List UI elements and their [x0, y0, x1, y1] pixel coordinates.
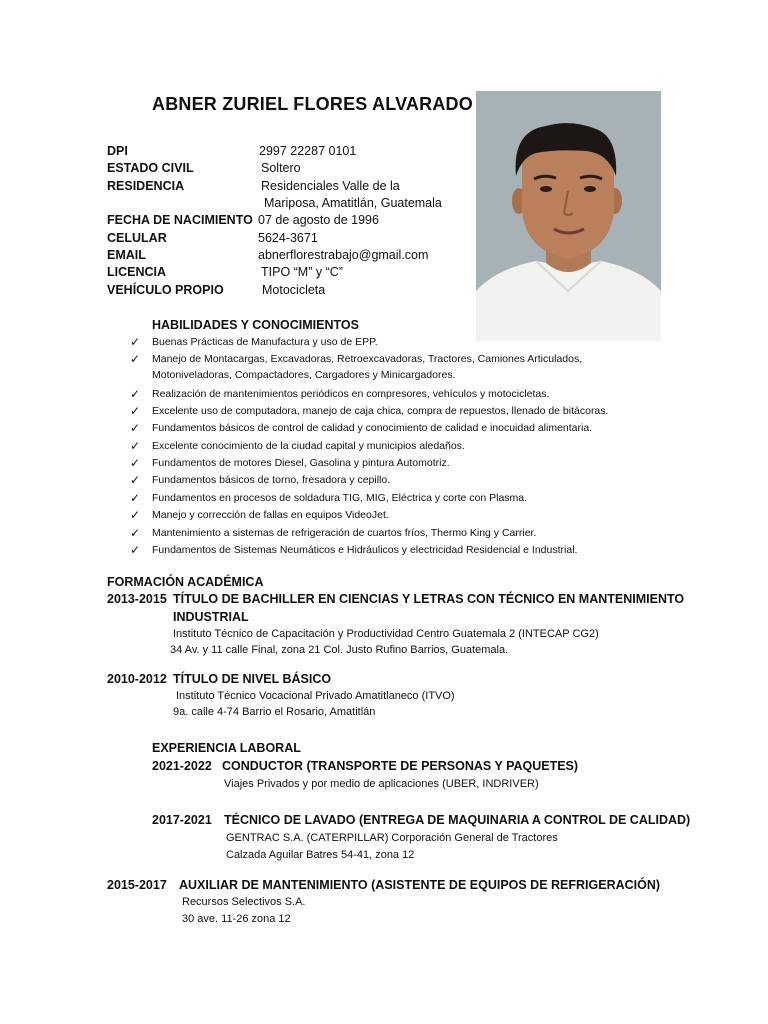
skill-item: Fundamentos básicos de torno, fresadora y cepillo. [152, 474, 391, 486]
value-estado-civil: Soltero [261, 161, 301, 175]
value-email: abnerflorestrabajo@gmail.com [258, 248, 429, 262]
education-degree-line2: INDUSTRIAL [173, 610, 249, 624]
job-years: 2017-2021 [152, 813, 212, 827]
skill-item: Excelente conocimiento de la ciudad capital y municipios aledaños. [152, 440, 465, 452]
job-title: TÉCNICO DE LAVADO (ENTREGA DE MAQUINARIA A CONTROL DE CALIDAD) [224, 813, 691, 827]
value-fecha-nacimiento: 07 de agosto de 1996 [258, 213, 379, 227]
education-institution: Instituto Técnico Vocacional Privado Amatitlaneco (ITVO) [176, 690, 455, 702]
value-dpi: 2997 22287 0101 [259, 144, 357, 158]
label-celular: CELULAR [107, 231, 167, 245]
education-address: 9a. calle 4-74 Barrio el Rosario, Amatitlán [173, 706, 376, 718]
education-title: FORMACIÓN ACADÉMICA [107, 575, 264, 589]
label-residencia: RESIDENCIA [107, 179, 185, 193]
skill-item: Manejo de Montacargas, Excavadoras, Retroexcavadoras, Tractores, Camiones Articulados, [152, 353, 583, 365]
label-vehiculo: VEHÍCULO PROPIO [107, 283, 224, 297]
skill-item: Fundamentos de motores Diesel, Gasolina y pintura Automotriz. [152, 457, 450, 469]
candidate-name: ABNER ZURIEL FLORES ALVARADO [152, 94, 473, 114]
value-residencia-line2: Mariposa, Amatitlán, Guatemala [264, 196, 442, 210]
job-detail-line2: Calzada Aguilar Batres 54-41, zona 12 [226, 849, 415, 861]
check-icon: ✓ [130, 335, 141, 349]
check-icon: ✓ [130, 456, 141, 470]
check-icon: ✓ [130, 352, 141, 366]
skill-item: Excelente uso de computadora, manejo de caja chica, compra de repuestos, llenado de bitácoras. [152, 405, 609, 417]
check-icon: ✓ [130, 473, 141, 487]
label-estado-civil: ESTADO CIVIL [107, 161, 194, 175]
skill-item: Fundamentos en procesos de soldadura TIG, MIG, Eléctrica y corte con Plasma. [152, 492, 528, 504]
job-years: 2021-2022 [152, 759, 212, 773]
education-address: 34 Av. y 11 calle Final, zona 21 Col. Justo Rufino Barrios, Guatemala. [170, 644, 509, 656]
education-degree: TÍTULO DE BACHILLER EN CIENCIAS Y LETRAS CON TÉCNICO EN MANTENIMIENTO [173, 592, 685, 606]
skill-item: Manejo y corrección de fallas en equipos VideoJet. [152, 509, 389, 521]
skill-item: Mantenimiento a sistemas de refrigeración de cuartos fríos, Thermo King y Carrier. [152, 527, 537, 539]
value-vehiculo: Motocicleta [262, 283, 326, 297]
check-icon: ✓ [130, 543, 141, 557]
skill-item: Fundamentos de Sistemas Neumáticos e Hidráulicos y electricidad Residencial e Industrial. [152, 544, 578, 556]
value-celular: 5624-3671 [258, 231, 318, 245]
label-licencia: LICENCIA [107, 265, 167, 279]
value-licencia: TIPO “M” y “C” [261, 265, 343, 279]
job-years: 2015-2017 [107, 878, 167, 892]
skill-item-continuation: Motoniveladoras, Compactadores, Cargadores y Minicargadores. [152, 369, 456, 381]
check-icon: ✓ [130, 491, 141, 505]
job-title: CONDUCTOR (TRANSPORTE DE PERSONAS Y PAQUETES) [222, 759, 579, 773]
job-detail: GENTRAC S.A. (CATERPILLAR) Corporación General de Tractores [226, 832, 558, 844]
check-icon: ✓ [130, 387, 141, 401]
label-email: EMAIL [107, 248, 146, 262]
check-icon: ✓ [130, 421, 141, 435]
check-icon: ✓ [130, 526, 141, 540]
education-years: 2010-2012 [107, 672, 167, 686]
profile-photo [476, 91, 661, 341]
education-years: 2013-2015 [107, 592, 167, 606]
job-detail: Viajes Privados y por medio de aplicaciones (UBER, INDRIVER) [224, 778, 539, 790]
check-icon: ✓ [130, 404, 141, 418]
check-icon: ✓ [130, 508, 141, 522]
check-icon: ✓ [130, 439, 141, 453]
skill-item: Fundamentos básicos de control de calidad y conocimiento de calidad e inocuidad alimentaria. [152, 422, 593, 434]
education-degree: TÍTULO DE NIVEL BÁSICO [173, 672, 332, 686]
job-detail: Recursos Selectivos S.A. [182, 896, 306, 908]
label-fecha-nacimiento: FECHA DE NACIMIENTO [107, 213, 253, 227]
skills-title: HABILIDADES Y CONOCIMIENTOS [152, 318, 359, 332]
value-residencia: Residenciales Valle de la [261, 179, 400, 193]
education-institution: Instituto Técnico de Capacitación y Productividad Centro Guatemala 2 (INTECAP CG2) [173, 628, 599, 640]
job-detail-line2: 30 ave. 11-26 zona 12 [182, 913, 291, 925]
skill-item: Realización de mantenimientos periódicos en compresores, vehículos y motocicletas. [152, 388, 550, 400]
label-dpi: DPI [107, 144, 128, 158]
job-title: AUXILIAR DE MANTENIMIENTO (ASISTENTE DE EQUIPOS DE REFRIGERACIÓN) [179, 878, 661, 892]
experience-title: EXPERIENCIA LABORAL [152, 741, 301, 755]
skill-item: Buenas Prácticas de Manufactura y uso de EPP. [152, 336, 378, 348]
